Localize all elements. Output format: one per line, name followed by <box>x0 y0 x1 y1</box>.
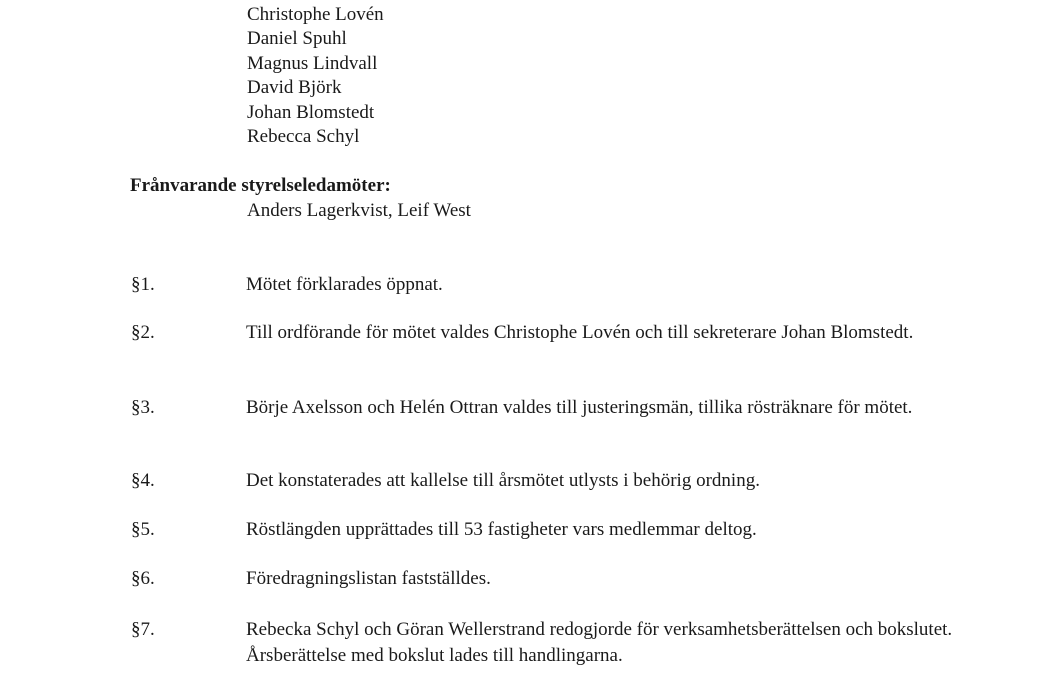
paragraph-number: §1. <box>131 274 155 295</box>
present-member: Daniel Spuhl <box>247 28 347 50</box>
paragraph-number: §3. <box>131 397 155 418</box>
paragraph-text: Rebecka Schyl och Göran Wellerstrand redogjorde för verksamhetsberättelsen och bokslutet. Årsberättelse med bokslut lades till handlingarna. <box>246 619 953 666</box>
paragraph-text: Mötet förklarades öppnat. <box>246 274 443 295</box>
present-member: Johan Blomstedt <box>247 101 375 123</box>
paragraph-text: Det konstaterades att kallelse till årsmötet utlysts i behörig ordning. <box>246 470 760 491</box>
paragraph-number: §6. <box>131 568 155 589</box>
present-member: Christophe Lovén <box>247 4 384 25</box>
paragraph-number: §2. <box>131 322 155 343</box>
paragraph-text: Föredragningslistan fastställdes. <box>246 568 491 589</box>
paragraph-text: Röstlängden upprättades till 53 fastigheter vars medlemmar deltog. <box>246 519 757 540</box>
present-members-list <box>247 3 384 149</box>
paragraph-number: §5. <box>131 519 155 540</box>
paragraph-text: Till ordförande för mötet valdes Christophe Lovén och till sekreterare Johan Blomstedt. <box>246 322 914 343</box>
present-member: Rebecca Schyl <box>247 125 360 147</box>
paragraph-text: Börje Axelsson och Helén Ottran valdes till justeringsmän, tillika rösträknare för mötet. <box>246 397 913 418</box>
absent-members-names: Anders Lagerkvist, Leif West <box>247 200 471 221</box>
paragraph-number: §4. <box>131 470 155 491</box>
absent-members-heading: Frånvarande styrelseledamöter: <box>130 175 391 196</box>
present-member: Magnus Lindvall <box>247 52 378 74</box>
paragraph-number: §7. <box>131 619 155 640</box>
present-member: David Björk <box>247 77 342 99</box>
